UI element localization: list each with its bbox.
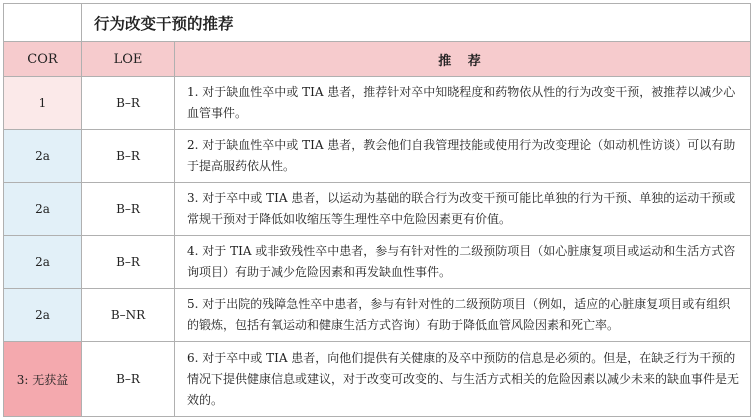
recommendation-text: 1. 对于缺血性卒中或 TIA 患者，推荐针对卒中知晓程度和药物依从性的行为改变干预，被推荐以减少心血管事件。 <box>175 77 751 130</box>
cor-cell: 2a <box>4 236 82 289</box>
cor-cell: 1 <box>4 77 82 130</box>
table-row <box>4 183 751 236</box>
table-row <box>4 342 751 417</box>
header-cor: COR <box>4 42 82 77</box>
header-recommendation: 推 荐 <box>175 42 751 77</box>
loe-cell: B–R <box>82 342 175 417</box>
recommendation-table <box>3 3 751 417</box>
recommendation-text: 5. 对于出院的残障急性卒中患者，参与有针对性的二级预防项目（例如，适应的心脏康复项目或有组织的锻炼，包括有氧运动和健康生活方式咨询）有助于降低血管风险因素和死亡率。 <box>175 289 751 342</box>
recommendation-text: 6. 对于卒中或 TIA 患者，向他们提供有关健康的及卒中预防的信息是必须的。但是，在缺乏行为干预的情况下提供健康信息或建议，对于改变可改变的、与生活方式相关的危险因素以减少未来的缺血事件是无效的。 <box>175 342 751 417</box>
header-row <box>4 42 751 77</box>
table-row <box>4 130 751 183</box>
title-row <box>4 4 751 42</box>
loe-cell: B–R <box>82 77 175 130</box>
header-loe: LOE <box>82 42 175 77</box>
cor-cell: 2a <box>4 183 82 236</box>
table-row <box>4 289 751 342</box>
recommendation-text: 3. 对于卒中或 TIA 患者，以运动为基础的联合行为改变干预可能比单独的行为干预、单独的运动干预或常规干预对于降低如收缩压等生理性卒中危险因素更有价值。 <box>175 183 751 236</box>
table-row <box>4 77 751 130</box>
cor-cell: 2a <box>4 130 82 183</box>
title-spacer <box>4 4 82 42</box>
recommendation-text: 4. 对于 TIA 或非致残性卒中患者，参与有针对性的二级预防项目（如心脏康复项目或运动和生活方式咨询项目）有助于减少危险因素和再发缺血性事件。 <box>175 236 751 289</box>
table-title: 行为改变干预的推荐 <box>82 4 751 42</box>
loe-cell: B–NR <box>82 289 175 342</box>
cor-cell: 2a <box>4 289 82 342</box>
loe-cell: B–R <box>82 183 175 236</box>
recommendation-text: 2. 对于缺血性卒中或 TIA 患者，教会他们自我管理技能或使用行为改变理论（如动机性访谈）可以有助于提高服药依从性。 <box>175 130 751 183</box>
cor-cell: 3: 无获益 <box>4 342 82 417</box>
table-row <box>4 236 751 289</box>
loe-cell: B–R <box>82 130 175 183</box>
loe-cell: B–R <box>82 236 175 289</box>
